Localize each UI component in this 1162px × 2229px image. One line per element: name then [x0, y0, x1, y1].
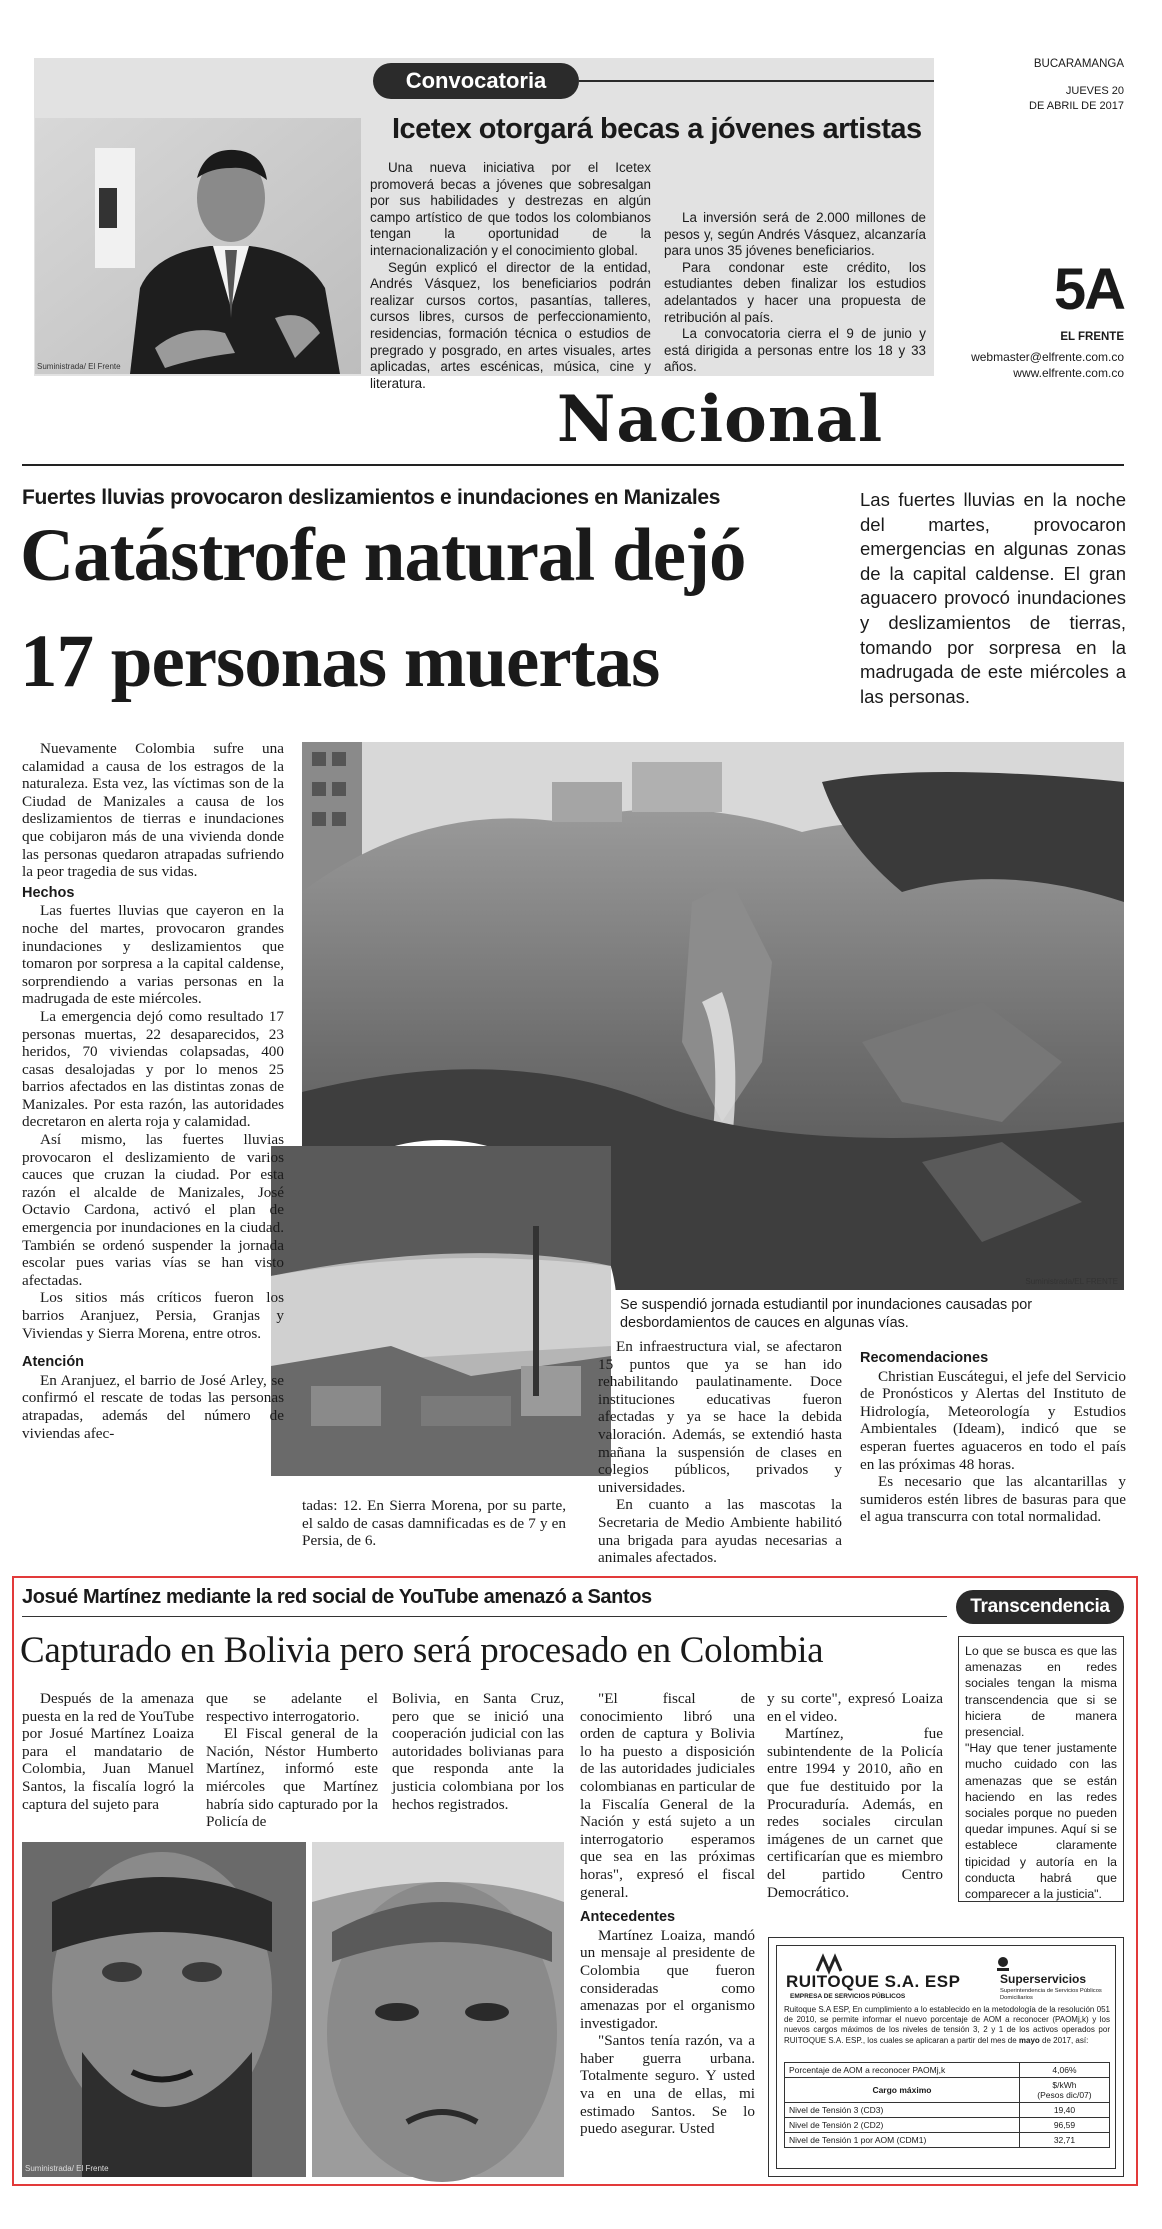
main-headline-line2: 17 personas muertas	[20, 620, 660, 703]
header-website: www.elfrente.com.co	[1013, 366, 1124, 380]
header-city: BUCARAMANGA	[1033, 58, 1124, 70]
second-kicker-rule	[22, 1616, 947, 1617]
ruitoque-notice: Ruitoque S.A ESP, En cumplimiento a lo establecido en la metodología de la resolución 051 de 2010, se permite informar el nuevo porcentaje de AOM a reconocer (PAOMj,k) y los nuevos cargos máximos de los niveles de tensión 3, 2 y 1 de los activos operados por RUITOQUE S.A. ESP., los cuales se aplicaran a partir del mes de mayo de 2017, así:	[784, 2005, 1110, 2045]
superservicios-name: Superservicios	[1000, 1972, 1087, 1986]
suspect-portrait	[22, 1842, 306, 2177]
superservicios-logo-icon	[995, 1956, 1011, 1972]
header-date-2: DE ABRIL DE 2017	[1029, 100, 1124, 112]
table-row: Nivel de Tensión 1 por AOM (CDM1) 32,71	[785, 2133, 1110, 2148]
ruitoque-brand-sub: EMPRESA DE SERVICIOS PÚBLICOS	[790, 1993, 906, 2000]
hechos-subhead: Hechos	[22, 884, 75, 901]
header-date-1: JUEVES 20	[1065, 85, 1124, 97]
atencion-subhead: Atención	[22, 1354, 85, 1371]
convocatoria-col2: La inversión será de 2.000 millones de pesos y, según Andrés Vásquez, alcanzaría para unos 35 jóvenes beneficiarios. Para condonar este crédito, los estudiantes deben finalizar los estudios adelantados y hacer una propuesta de retribución al país. La convocatoria cierra el 9 de junio y está dirigida a personas entre los 18 y 33 años.	[664, 210, 926, 375]
ruitoque-logo-icon	[815, 1953, 843, 1973]
second-headline: Capturado en Bolivia pero será procesado en Colombia	[20, 1630, 824, 1671]
main-col3: En infraestructura vial, se afectaron 15 puntos que ya se han ido rehabilitando paulatinamente. Doce instituciones educativas fueron afectadas y ya se hace la debida valoración. Además, se extendió hasta mañana la suspensión de clases en colegios públicos, privados y universidades. En cuanto a las mascotas la Secretaria de Medio Ambiente habilitó una brigada para ayudas necesarias a animales afectados.	[598, 1338, 842, 1567]
main-kicker: Fuertes lluvias provocaron deslizamientos e inundaciones en Manizales	[22, 486, 721, 509]
superservicios-sub: Superintendencia de Servicios Públicos Domiciliarios	[1000, 1988, 1102, 2001]
table-row: Porcentaje de AOM a reconocer PAOMj,k 4,06%	[785, 2063, 1110, 2078]
second-col1: Después de la amenaza puesta en la red de YouTube por Josué Martínez Loaiza para el mandatario de Colombia, Juan Manuel Santos, la fiscalía logró la captura del sujeto para	[22, 1690, 194, 1813]
main-col2: tadas: 12. En Sierra Morena, por su parte, el saldo de casas damnificadas es de 7 y en Persia, de 6.	[302, 1497, 566, 1550]
section-rule	[22, 464, 1124, 466]
second-photo-credit: Suministrada/ El Frente	[25, 2164, 109, 2173]
flood-inset-photo	[265, 1140, 617, 1482]
second-col3: Bolivia, en Santa Cruz, pero que se inició una cooperación judicial con las autoridades bolivianas para que responda ante la justicia colombiana por los hechos registrados.	[392, 1690, 564, 1813]
table-row: Nivel de Tensión 2 (CD2) 96,59	[785, 2118, 1110, 2133]
page-number: 5A	[1053, 257, 1124, 322]
recomendaciones-subhead: Recomendaciones	[860, 1350, 989, 1366]
main-photo-caption: Se suspendió jornada estudiantil por inundaciones causadas por desbordamientos de cauces en algunas vías.	[620, 1297, 1033, 1331]
main-summary: Las fuertes lluvias en la noche del martes, provocaron emergencias en algunas zonas de la capital caldense. El gran aguacero provocó inundaciones y deslizamientos de tierras, tomando por sorpresa en la madrugada de este miércoles a las personas.	[860, 489, 1126, 707]
section-title: Nacional	[556, 382, 884, 457]
santos-portrait	[312, 1842, 564, 2177]
badge-rule	[579, 80, 934, 82]
transcendencia-badge: Transcendencia	[956, 1590, 1124, 1624]
convocatoria-title: Icetex otorgará becas a jóvenes artistas	[392, 113, 922, 145]
ruitoque-brand: RUITOQUE S.A. ESP	[786, 1972, 961, 1991]
main-photo-credit: Suministrada/EL FRENTE	[1025, 1277, 1118, 1286]
main-col1: Nuevamente Colombia sufre una calamidad a causa de los estragos de la naturaleza. Esta vez, las víctimas son de la Ciudad de Manizales a causa de los deslizamientos de tierras e inundaciones que cobijaron más de una vivienda donde las personas quedaron atrapadas sufriendo la peor tragedia de sus vidas. Hechos Las fuertes lluvias que cayeron en la noche del martes, provocaron grandes inundaciones y deslizamientos que tomaron por sorpresa a la capital caldense, sorprendiendo a varias personas en la madrugada de este miércoles. La emergencia dejó como resultado 17 personas muertas, 22 desaparecidos, 23 heridos, 70 viviendas colapsadas, 400 casas desalojadas y por lo menos 25 barrios afectados en las distintas zonas de Manizales. Por esta razón, las autoridades decretaron en alerta roja y calamidad. Así mismo, las fuertes lluvias provocaron el deslizamiento de varios cauces que cruzan la ciudad. Por esta razón el alcalde de Manizales, José Octavio Cardona, activó el plan de emergencia por inundaciones en la ciudad. También se ordenó suspender la jornada escolar pues varias vías se han visto afectadas. Los sitios más críticos fueron los barrios Aranjuez, Persia, Granjas y Viviendas y Sierra Morena, entre otros. Atención En Aranjuez, el barrio de José Arley, se confirmó el rescate de todas las personas atrapadas, además del número de viviendas afec-	[22, 740, 284, 1442]
photo-credit: Suministrada/ El Frente	[37, 362, 121, 371]
main-col4: Recomendaciones Christian Euscátegui, el jefe del Servicio de Pronósticos y Alertas del Instituto de Hidrología, Meteorología y Estudios Ambientales (Ideam), indicó que se esperan fuertes aguaceros en todo el país en las próximas 48 horas. Es necesario que las alcantarillas y sumideros estén libres de basuras para que el agua transcurra con total normalidad.	[860, 1350, 1126, 1526]
transcendencia-quote-box: Lo que se busca es que las amenazas en redes sociales tengan la misma transcendencia que si se hiciera de manera presencial. "Hay que tener justamente mucho cuidado con las amenazas que se están haciendo en las redes sociales porque no pueden quedar impunes. Aquí si se establece claramente tipicidad y autoría en la conducta habrá que comparecer a la justicia".	[958, 1636, 1124, 1902]
second-col5: y su corte", expresó Loaiza en el video. Martínez, fue subintendente de la Policía entre 1994 y 2010, año en que fue destituido por la Procuraduría. Además, en redes sociales circulan imágenes de un carnet que certificarían que es miembro del partido Centro Democrático.	[767, 1690, 943, 1901]
martinez-loaiza-photo	[22, 1842, 306, 2177]
main-headline-line1: Catástrofe natural dejó	[20, 514, 746, 597]
table-row: Cargo máximo $/kWh (Pesos dic/07)	[785, 2078, 1110, 2103]
second-kicker: Josué Martínez mediante la red social de YouTube amenazó a Santos	[22, 1586, 652, 1608]
second-col4: "El fiscal de conocimiento libró una orden de captura y Bolivia lo ha puesto a disposición de las autoridades judiciales colombianas en particular de la Fiscalía General de la Nación y está sujeto a un interrogatorio esperamos que sea en las próximas horas", expresó el fiscal general. Antecedentes Martínez Loaiza, mandó un mensaje al presidente de Colombia que fueron consideradas como amenazas por el organismo investigador. "Santos tenía razón, va a haber guerra urbana. Totalmente seguro. Y usted va en una de ellas, mi estimado Santos. Se lo puedo asegurar. Usted	[580, 1690, 756, 2138]
flood-inset-image	[271, 1146, 611, 1476]
convocatoria-badge: Convocatoria	[373, 63, 579, 99]
paper-name: EL FRENTE	[1060, 331, 1124, 343]
icetex-director-photo	[35, 118, 361, 374]
convocatoria-col1: Una nueva iniciativa por el Icetex promoverá becas a jóvenes que sobresalgan por sus habilidades y destrezas en algún campo artístico de que todos los colombianos tengan la oportunidad de la internacionalización y el conocimiento global. Según explicó el director de la entidad, Andrés Vásquez, los beneficiarios podrán realizar cursos cortos, pasantías, talleres, cursos libres, cursos de perfeccionamiento, residencias, formación técnica o estudios de pregrado y posgrado, en artes visuales, artes aplicadas, artes escénicas, música, cine y literatura.	[370, 160, 651, 391]
second-col2: que se adelante el respectivo interrogatorio. El Fiscal general de la Nación, Néstor Humberto Martínez, informó este miércoles que Martínez habría sido capturado por la Policía de	[206, 1690, 378, 1831]
antecedentes-subhead: Antecedentes	[580, 1909, 676, 1926]
businessman-image	[35, 118, 361, 374]
header-email: webmaster@elfrente.com.co	[971, 350, 1124, 364]
santos-photo	[312, 1842, 564, 2177]
hechos-p3: Así mismo, las fuertes lluvias provocaron el deslizamiento de varios cauces que cruzan la ciudad. Por esta razón el alcalde de Manizales, José Octavio Cardona, activó el plan de emergencia por inundaciones en la ciudad. También se ordenó suspender la jornada escolar pues varias vías se han visto afectadas.	[22, 1131, 284, 1289]
tarifa-table	[784, 2062, 1110, 2148]
table-row: Nivel de Tensión 3 (CD3) 19,40	[785, 2103, 1110, 2118]
